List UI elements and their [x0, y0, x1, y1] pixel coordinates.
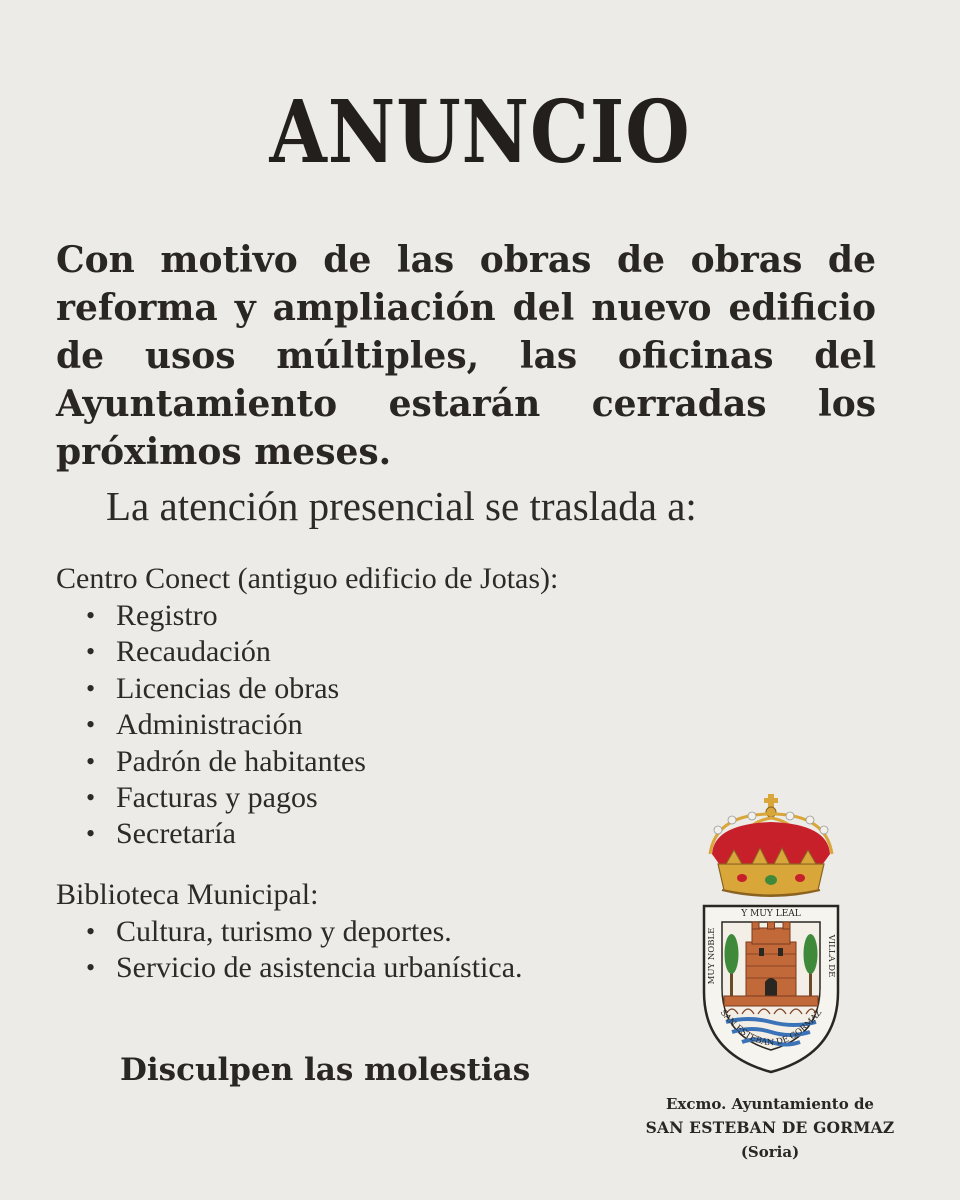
section-centro-conect: [56, 560, 676, 853]
relocation-subheading: La atención presencial se traslada a:: [106, 483, 697, 529]
list-item: [86, 780, 676, 816]
service-list: [56, 914, 676, 987]
service-list: [56, 598, 676, 853]
intro-paragraph: Con motivo de las obras de obras de reforma y ampliación del nuevo edificio de usos múltiples, las oficinas del Ayuntamiento estarán cerradas los próximos meses.: [56, 239, 876, 473]
section-heading: Centro Conect (antiguo edificio de Jotas):: [56, 562, 559, 595]
list-item-label: Registro: [116, 599, 218, 632]
section-heading: Biblioteca Municipal:: [56, 878, 319, 911]
coat-of-arms-icon: [696, 792, 846, 1082]
issuer-signature: [640, 1092, 900, 1164]
list-item-label: Secretaría: [116, 817, 236, 851]
list-item: [86, 914, 676, 950]
motto-left-text: MUY NOBLE: [707, 927, 717, 985]
crown-icon: [710, 794, 832, 896]
motto-right-text: VILLA DE: [826, 934, 836, 978]
motto-bottom-text: SAN ESTEBAN DE GORMAZ: [717, 1007, 825, 1049]
list-item-label: Facturas y pagos: [116, 781, 318, 815]
shield-icon: [704, 906, 838, 1072]
issuer-line-1: Excmo. Ayuntamiento de: [666, 1095, 874, 1113]
list-item-label: Servicio de asistencia urbanística.: [116, 951, 523, 985]
issuer-line-3: (Soria): [740, 1143, 800, 1161]
list-item-label: Administración: [116, 708, 303, 742]
motto-top-text: Y MUY LEAL: [741, 909, 801, 919]
list-item: [86, 950, 676, 986]
bullet-icon: •: [86, 746, 96, 776]
list-item: [86, 744, 676, 780]
list-item: [86, 816, 676, 852]
list-item-label: Cultura, turismo y deportes.: [116, 915, 452, 948]
list-item: [86, 598, 676, 634]
bullet-icon: •: [86, 673, 96, 703]
bullet-icon: •: [86, 637, 96, 667]
list-item: [86, 671, 676, 707]
bullet-icon: •: [86, 819, 96, 849]
section-biblioteca: [56, 876, 676, 987]
list-item: [86, 707, 676, 743]
notice-title: ANUNCIO: [269, 82, 691, 183]
list-item-label: Recaudación: [116, 635, 271, 669]
list-item-label: Licencias de obras: [116, 671, 340, 705]
list-item-label: Padrón de habitantes: [116, 744, 366, 778]
issuer-line-2: SAN ESTEBAN DE GORMAZ: [645, 1118, 895, 1137]
bullet-icon: •: [86, 917, 96, 946]
bullet-icon: •: [86, 783, 96, 813]
bullet-icon: •: [86, 953, 96, 983]
closing-apology: Disculpen las molestias: [120, 1052, 531, 1088]
bullet-icon: •: [86, 601, 96, 630]
list-item: [86, 634, 676, 670]
bullet-icon: •: [86, 710, 96, 740]
